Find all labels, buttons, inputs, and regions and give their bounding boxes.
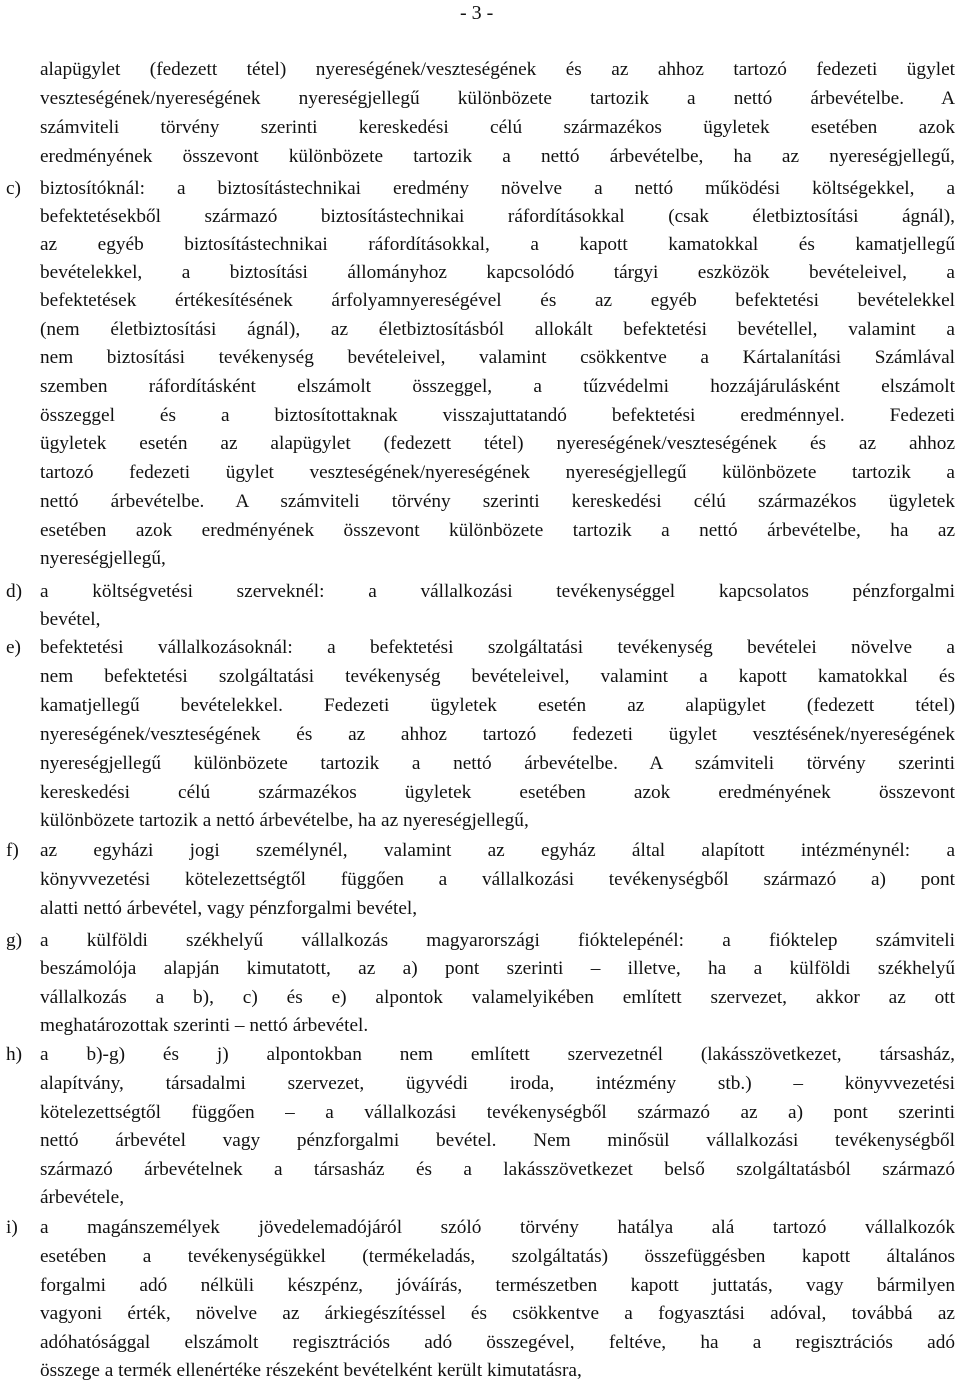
text-line: eredményének összevont különbözete tartozik a nettó árbevételbe, ha az nyereségjellegű, bbox=[40, 146, 955, 167]
text-line: vállalkozás a b), c) és e) alpontok valamelyikében említett szervezet, akkor az ott bbox=[40, 987, 955, 1008]
item-label-c: c) bbox=[6, 178, 21, 199]
item-label-h: h) bbox=[6, 1044, 23, 1065]
text-line: származó árbevételnek a társasház és a lakásszövetkezet belső szolgáltatásból származó bbox=[40, 1159, 955, 1180]
text-line: befektetések értékesítésének árfolyamnyereségével és az egyéb befektetési bevételekkel bbox=[40, 290, 955, 311]
text-line: kötelezettségtől függően – a vállalkozási tevékenységből származó az a) pont szerinti bbox=[40, 1102, 955, 1123]
text-line: árbevétele, bbox=[40, 1187, 125, 1208]
text-line: nyereségjellegű, bbox=[40, 548, 166, 569]
text-line: adóhatósággal elszámolt regisztrációs adó összegével, feltéve, ha a regisztrációs adó bbox=[40, 1332, 955, 1353]
text-line: alapítvány, társadalmi szervezet, ügyvédi iroda, intézmény stb.) – könyvvezetési bbox=[40, 1073, 955, 1094]
text-line: szemben ráfordításként elszámolt összeggel, a tűzvédelmi hozzájárulásként elszámolt bbox=[40, 376, 955, 397]
text-line: könyvvezetési kötelezettségtől függően a vállalkozási tevékenységből származó a) pont bbox=[40, 869, 955, 890]
item-label-i: i) bbox=[6, 1217, 18, 1238]
text-line: kereskedési célú származékos ügyletek esetében azok eredményének összevont bbox=[40, 782, 955, 803]
item-label-e: e) bbox=[6, 637, 21, 658]
text-line: befektetési vállalkozásoknál: a befektetési szolgáltatási tevékenység bevételei növelve a bbox=[40, 637, 955, 658]
text-line: nyereségének/veszteségének és az ahhoz tartozó fedezeti ügylet vesztésének/nyereségének bbox=[40, 724, 955, 745]
text-line: forgalmi adó nélküli készpénz, jóváírás, természetben kapott juttatás, vagy bármilyen bbox=[40, 1275, 955, 1296]
item-label-g: g) bbox=[6, 930, 23, 951]
text-line: összeggel és a biztosítottaknak visszajuttatandó befektetési eredménnyel. Fedezeti bbox=[40, 405, 955, 426]
text-line: a b)-g) és j) alpontokban nem említett szervezetnél (lakásszövetkezet, társasház, bbox=[40, 1044, 955, 1065]
text-line: a költségvetési szerveknél: a vállalkozási tevékenységgel kapcsolatos pénzforgalmi bbox=[40, 581, 955, 602]
text-line: nem biztosítási tevékenység bevételeivel, valamint csökkentve a Kártalanítási Számlával bbox=[40, 347, 955, 368]
text-line: biztosítóknál: a biztosítástechnikai eredmény növelve a nettó működési költségekkel, a bbox=[40, 178, 955, 199]
text-line: befektetésekből származó biztosítástechnikai ráfordításokkal (csak életbiztosítási ágnál), bbox=[40, 206, 955, 227]
text-line: vagyoni érték, növelve az árkiegészítéssel és csökkentve a fogyasztási adóval, továbbá az bbox=[40, 1303, 955, 1324]
text-line: alatti nettó árbevétel, vagy pénzforgalmi bevétel, bbox=[40, 898, 418, 919]
text-line: meghatározottak szerinti – nettó árbevétel. bbox=[40, 1015, 369, 1036]
text-line: esetében azok eredményének összevont különbözete tartozik a nettó árbevételbe, ha az bbox=[40, 520, 955, 541]
text-line: kamatjellegű bevételekkel. Fedezeti ügyletek esetén az alapügylet (fedezett tétel) bbox=[40, 695, 955, 716]
item-label-d: d) bbox=[6, 581, 23, 602]
text-line: veszteségének/nyereségének nyereségjellegű különbözete tartozik a nettó árbevételbe. A bbox=[40, 88, 955, 109]
text-line: alapügylet (fedezett tétel) nyereségének/veszteségének és az ahhoz tartozó fedezeti ügylet bbox=[40, 59, 955, 80]
text-line: beszámolója alapján kimutatott, az a) pont szerinti – illetve, ha a külföldi székhelyű bbox=[40, 958, 955, 979]
text-line: tartozó fedezeti ügylet veszteségének/nyereségének nyereségjellegű különbözete tartozik a bbox=[40, 462, 955, 483]
text-line: bevétel, bbox=[40, 609, 101, 630]
text-line: különbözete tartozik a nettó árbevételbe, ha az nyereségjellegű, bbox=[40, 810, 529, 831]
text-line: nyereségjellegű különbözete tartozik a nettó árbevételbe. A számviteli törvény szerinti bbox=[40, 753, 955, 774]
text-line: nettó árbevétel vagy pénzforgalmi bevétel. Nem minősül vállalkozási tevékenységből bbox=[40, 1130, 955, 1151]
item-label-f: f) bbox=[6, 840, 19, 861]
text-line: esetében a tevékenységükkel (termékeladás, szolgáltatás) összefüggésben kapott általános bbox=[40, 1246, 955, 1267]
text-line: bevételekkel, a biztosítási állományhoz kapcsolódó tárgyi eszközök bevételeivel, a bbox=[40, 262, 955, 283]
text-line: számviteli törvény szerinti kereskedési célú származékos ügyletek esetében azok bbox=[40, 117, 955, 138]
text-line: nem befektetési szolgáltatási tevékenység bevételeivel, valamint a kapott kamatokkal és bbox=[40, 666, 955, 687]
text-line: összege a termék ellenértéke részeként bevételként került kimutatásra, bbox=[40, 1360, 582, 1381]
page-number: - 3 - bbox=[460, 2, 494, 24]
text-line: a külföldi székhelyű vállalkozás magyarországi fióktelepénél: a fióktelep számviteli bbox=[40, 930, 955, 951]
text-line: (nem életbiztosítási ágnál), az életbiztosításból allokált befektetési bevétellel, valamint a bbox=[40, 319, 955, 340]
text-line: nettó árbevételbe. A számviteli törvény szerinti kereskedési célú származékos ügyletek bbox=[40, 491, 955, 512]
text-line: a magánszemélyek jövedelemadójáról szóló törvény hatálya alá tartozó vállalkozók bbox=[40, 1217, 955, 1238]
text-line: az egyházi jogi személynél, valamint az egyház által alapított intézménynél: a bbox=[40, 840, 955, 861]
text-line: az egyéb biztosítástechnikai ráfordításokkal, a kapott kamatokkal és kamatjellegű bbox=[40, 234, 955, 255]
text-line: ügyletek esetén az alapügylet (fedezett tétel) nyereségének/veszteségének és az ahhoz bbox=[40, 433, 955, 454]
